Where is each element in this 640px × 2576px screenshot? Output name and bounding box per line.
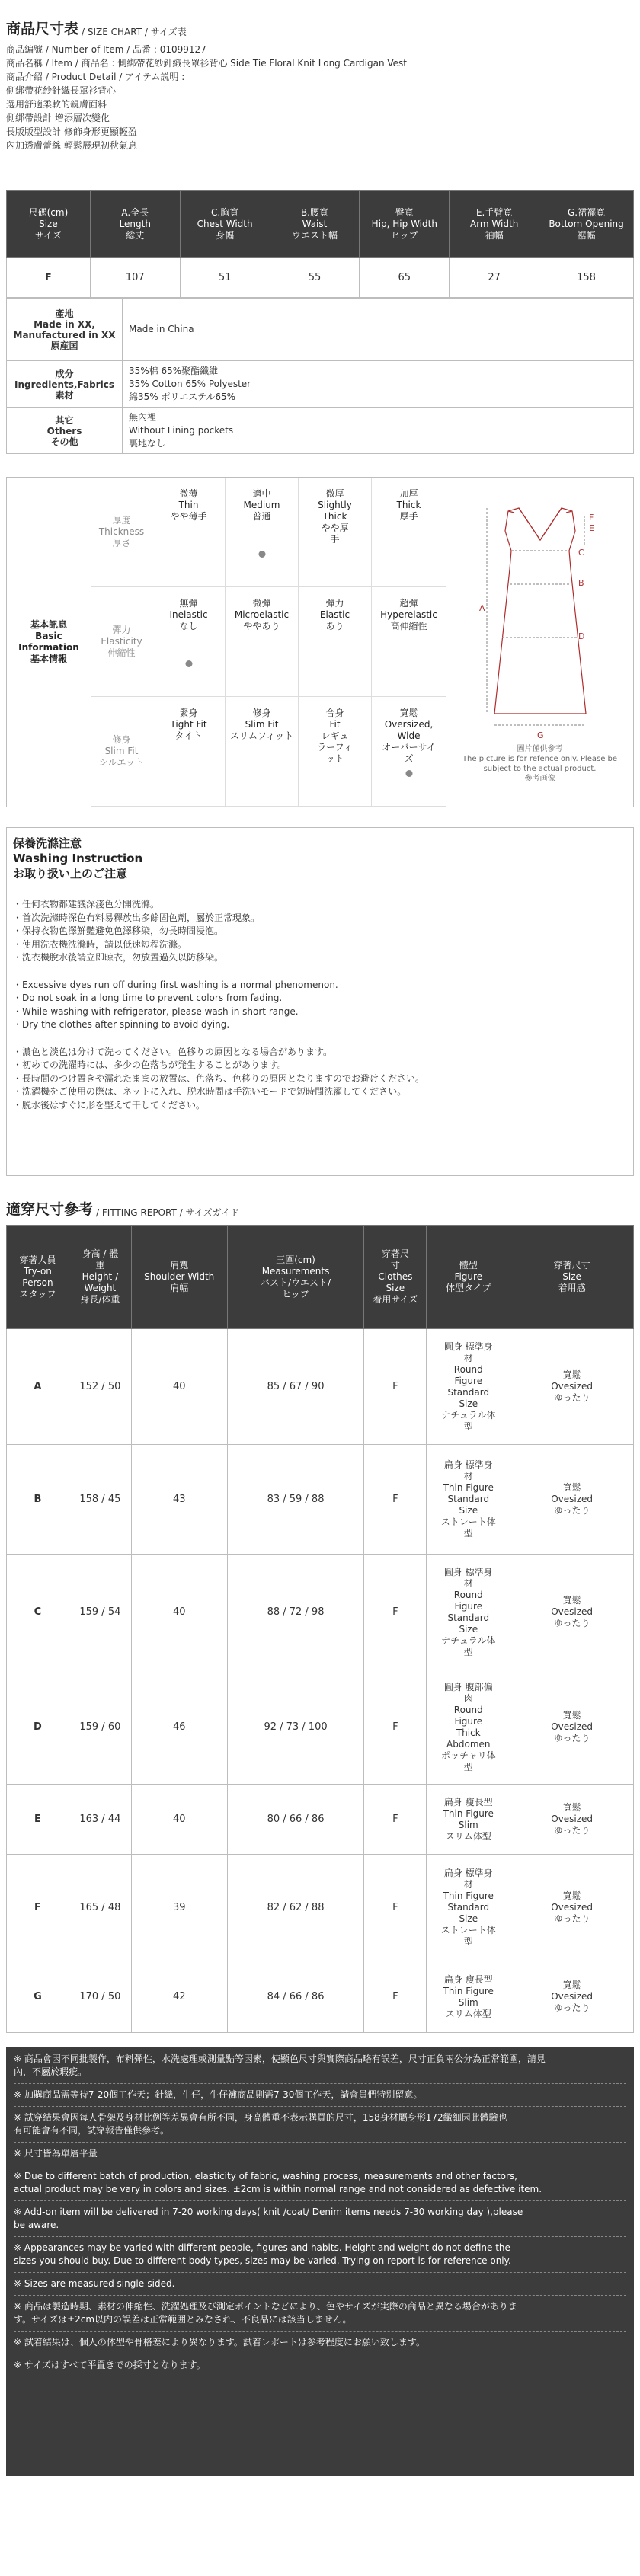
note-line: be aware. — [14, 2220, 59, 2230]
note-line: ※ Due to different batch of production, elasticity of fabric, washing process, measurements and other factors, — [14, 2171, 517, 2181]
size-table-cell: 51 — [180, 258, 270, 298]
fitting-table-cell: 88 / 72 / 98 — [227, 1555, 364, 1670]
note-separator — [14, 2142, 626, 2143]
fitting-table-cell: 80 / 66 / 86 — [227, 1785, 364, 1855]
info-line: 側綁帶設計 增添層次變化 — [6, 113, 110, 123]
fitting-table-cell: 圓身 標準身 材 Round Figure Standard Size ナチュラル体 型 — [427, 1555, 510, 1670]
size-table-header: A.全長 Length 総丈 — [90, 191, 180, 258]
diagram-letter: G — [536, 730, 544, 740]
washing-line: ・While washing with refrigerator, please wash in short range. — [13, 1005, 299, 1017]
basic-info-option: 適中 Medium 普通 — [225, 478, 298, 587]
washing-gap — [13, 1032, 627, 1046]
fitting-table-cell: 163 / 44 — [69, 1785, 131, 1855]
fitting-table-cell: 170 / 50 — [69, 1961, 131, 2033]
fitting-table-cell: 82 / 62 / 88 — [227, 1855, 364, 1961]
basic-info-option: 超彈 Hyperelastic 高伸縮性 — [371, 587, 446, 697]
info-line: 長版版型設計 修飾身形更顯輕盈 — [6, 126, 137, 137]
fitting-table-cell: 扁身 標準身 材 Thin Figure Standard Size ストレート体 型 — [427, 1445, 510, 1555]
washing-instructions — [6, 827, 634, 1176]
washing-title-jp: お取り扱い上のご注意 — [13, 867, 128, 881]
fitting-table-cell: G — [7, 1961, 69, 2033]
fitting-table-cell: 39 — [131, 1855, 227, 1961]
diagram-letter: B — [578, 578, 584, 588]
note-line: ※ 加購商品需等待7-20個工作天；針織，牛仔，牛仔褲商品則需7-30個工作天，請會員們特別留意。 — [14, 2089, 423, 2100]
note-separator — [14, 2236, 626, 2237]
info-line: 選用舒適柔軟的親膚面料 — [6, 99, 107, 110]
fitting-table-header: 三圍(cm) Measurements バスト/ウエスト/ ヒップ — [227, 1226, 364, 1329]
fitting-table-cell: 159 / 54 — [69, 1555, 131, 1670]
fitting-table-cell: 寬鬆 Ovesized ゆったり — [510, 1855, 634, 1961]
fitting-table-header: 肩寬 Shoulder Width 肩幅 — [131, 1226, 227, 1329]
fitting-table-row — [7, 1555, 634, 1670]
fitting-table-header: 身高 / 體 重 Height / Weight 身長/体重 — [69, 1226, 131, 1329]
washing-line: ・初めての洗濯時には、多少の色落ちが発生することがあります。 — [13, 1059, 287, 1070]
material-value: 35%棉 65%聚酯纖維 35% Cotton 65% Polyester 綿35% ポリエステル65% — [123, 361, 634, 408]
fitting-table-cell: 扁身 標準身 材 Thin Figure Standard Size ストレート体 型 — [427, 1855, 510, 1961]
garment-diagram — [446, 478, 633, 807]
fitting-table-header: 體型 Figure 体型タイプ — [427, 1226, 510, 1329]
washing-line: ・任何衣物都建議深淺色分開洗滌。 — [13, 899, 160, 909]
fitting-table-cell: 寬鬆 Ovesized ゆったり — [510, 1670, 634, 1785]
fitting-table-cell: 158 / 45 — [69, 1445, 131, 1555]
basic-info-option: 修身 Slim Fit スリムフィット — [225, 697, 298, 807]
note-separator — [14, 2295, 626, 2296]
fitting-table-row — [7, 1785, 634, 1855]
note-line: 有可能會有不同，試穿報告僅供參考。 — [14, 2125, 170, 2136]
note-line: ※ Sizes are measured single-sided. — [14, 2278, 175, 2289]
fitting-table-cell: B — [7, 1445, 69, 1555]
size-table-cell: 158 — [539, 258, 634, 298]
note-separator — [14, 2272, 626, 2273]
size-table-cell: 27 — [450, 258, 539, 298]
notes-panel — [6, 2047, 634, 2476]
note-line: ※ 尺寸皆為單層平量 — [14, 2148, 98, 2159]
washing-title-en: Washing Instruction — [13, 852, 143, 865]
size-table-header: G.裙襬寬 Bottom Opening 裾幅 — [539, 191, 634, 258]
fitting-table-cell: 圓身 腹部偏 肉 Round Figure Thick Abdomen ポッチャリ体 型 — [427, 1670, 510, 1785]
fitting-table-cell: 40 — [131, 1555, 227, 1670]
note-line: す。サイズは±2cm以内の誤差は正常範囲とみなされ、不良品には該当しません。 — [14, 2314, 352, 2325]
washing-line: ・濃色と淡色は分けて洗ってください。色移りの原因となる場合があります。 — [13, 1046, 333, 1057]
size-table-header: 臀寬 Hip, Hip Width ヒップ — [360, 191, 450, 258]
fitting-table-cell: 152 / 50 — [69, 1329, 131, 1445]
washing-line: ・長時間のつけ置きや濡れたままの放置は、色落ち、色移りの原因となりますのでお避けください。 — [13, 1072, 425, 1084]
materials-table — [6, 298, 634, 454]
note-line: 內，不屬於瑕疵。 — [14, 2066, 88, 2077]
size-chart-title: 商品尺寸表 — [6, 21, 79, 37]
fitting-table — [6, 1225, 634, 2033]
washing-line: ・脱水後はすぐに形を整えて干してください。 — [13, 1099, 206, 1111]
fitting-table-row — [7, 1961, 634, 2033]
dress-diagram-icon — [464, 485, 616, 744]
diagram-letter: C — [578, 548, 584, 558]
basic-info-option: 微厚 Slightly Thick やや厚 手 — [298, 478, 371, 587]
note-line: ※ 試穿結果會因每人骨架及身材比例等差異會有所不同，身高體重不表示購買的尺寸，158身材屬身形172纖細因此體驗也 — [14, 2112, 507, 2123]
fitting-table-cell: 43 — [131, 1445, 227, 1555]
note-separator — [14, 2200, 626, 2201]
info-line: 商品名稱 / Item / 商品名 : 側綁帶花紗針織長罩衫背心 Side Tie Floral Knit Long Cardigan Vest — [6, 58, 408, 69]
info-line: 商品介紹 / Product Detail / アイテム説明 : — [6, 72, 185, 82]
fitting-table-cell: F — [364, 1855, 427, 1961]
fitting-table-cell: 寬鬆 Ovesized ゆったり — [510, 1785, 634, 1855]
fitting-table-cell: 扁身 瘦長型 Thin Figure Slim スリム体型 — [427, 1961, 510, 2033]
note-line: ※ Add-on item will be delivered in 7-20 working days( knit /coat/ Denim items needs 7-30 working day ),please — [14, 2207, 523, 2217]
size-table-header: E.手臂寬 Arm Width 袖幅 — [450, 191, 539, 258]
washing-line: ・保持衣物色澤鮮豔避免色澤移染，勿長時間浸泡。 — [13, 925, 224, 936]
note-separator — [14, 2083, 626, 2084]
material-label: 成分 Ingredients,Fabrics 素材 — [7, 361, 123, 408]
washing-line: ・Dry the clothes after spinning to avoid dying. — [13, 1019, 230, 1030]
washing-gap — [13, 965, 627, 979]
washing-line: ・使用洗衣機洗滌時，請以低速短程洗滌。 — [13, 938, 187, 950]
product-info — [0, 38, 640, 190]
fitting-table-cell: 84 / 66 / 86 — [227, 1961, 364, 2033]
fitting-table-cell: E — [7, 1785, 69, 1855]
fitting-table-cell: A — [7, 1329, 69, 1445]
note-line: ※ 商品會因不同批製作，布料彈性，水洗處理或測量點等因素，使顯色尺寸與實際商品略有誤差，尺寸正負兩公分為正常範圍，請見 — [14, 2053, 546, 2064]
note-line: sizes you should buy. Due to different body types, sizes may be varied. Trying on report is for reference only. — [14, 2255, 511, 2266]
basic-info-row-head: 彈力 Elasticity 伸縮性 — [91, 587, 152, 697]
fitting-table-row — [7, 1329, 634, 1445]
fitting-table-cell: F — [364, 1445, 427, 1555]
fitting-table-cell: F — [364, 1961, 427, 2033]
fitting-table-cell: 寬鬆 Ovesized ゆったり — [510, 1961, 634, 2033]
diagram-letter: F — [588, 513, 594, 523]
material-value: Made in China — [123, 299, 634, 361]
basic-info-label: 基本訊息 Basic Information 基本情報 — [18, 619, 79, 664]
selected-dot-icon — [185, 660, 192, 667]
fitting-table-cell: 扁身 瘦長型 Thin Figure Slim スリム体型 — [427, 1785, 510, 1855]
size-table-cell: F — [7, 258, 91, 298]
fitting-table-cell: F — [364, 1329, 427, 1445]
info-line: 內加透膚蕾絲 輕鬆展現初秋氣息 — [6, 140, 137, 151]
size-table-cell: 65 — [360, 258, 450, 298]
material-row — [7, 361, 634, 408]
basic-info-option: 彈力 Elastic あり — [298, 587, 371, 697]
selected-dot-icon — [258, 551, 265, 558]
basic-info-panel — [6, 477, 634, 807]
fitting-title-row — [0, 1196, 640, 1219]
fitting-table-cell: 42 — [131, 1961, 227, 2033]
fitting-table-row — [7, 1855, 634, 1961]
size-table-row — [7, 258, 634, 298]
basic-info-option: 微彈 Microelastic ややあり — [225, 587, 298, 697]
fitting-table-cell: 圓身 標準身 材 Round Figure Standard Size ナチュラル体 型 — [427, 1329, 510, 1445]
basic-info-option: 無彈 Inelastic なし — [152, 587, 225, 697]
fitting-table-cell: 83 / 59 / 88 — [227, 1445, 364, 1555]
fitting-table-header: 穿著人員 Try-on Person スタッフ — [7, 1226, 69, 1329]
washing-title: 保養洗滌注意 — [13, 836, 82, 850]
fitting-table-cell: 40 — [131, 1785, 227, 1855]
washing-line: ・Excessive dyes run off during first washing is a normal phenomenon. — [13, 979, 338, 990]
note-line: ※ 商品は製造時期、素材の伸縮性、洗濯処理及び測定ポイントなどにより、色やサイズが実際の商品と異なる場合がありま — [14, 2301, 517, 2312]
fitting-table-cell: 46 — [131, 1670, 227, 1785]
size-table-header: 尺碼(cm) Size サイズ — [7, 191, 91, 258]
fitting-table-cell: 159 / 60 — [69, 1670, 131, 1785]
basic-info-row-head: 修身 Slim Fit シルエット — [91, 697, 152, 807]
material-label: 產地 Made in XX, Manufactured in XX 原産国 — [7, 299, 123, 361]
fitting-table-cell: 寬鬆 Ovesized ゆったり — [510, 1329, 634, 1445]
size-table-header: C.胸寬 Chest Width 身幅 — [180, 191, 270, 258]
basic-info-option: 微薄 Thin やや薄手 — [152, 478, 225, 587]
diagram-caption: 圖片僅供參考 The picture is for refence only. Please be subject to the actual product. 參考画像 — [462, 745, 618, 783]
size-chart-subtitle: / SIZE CHART / サイズ表 — [82, 27, 187, 37]
fitting-table-cell: 85 / 67 / 90 — [227, 1329, 364, 1445]
fitting-table-cell: 寬鬆 Ovesized ゆったり — [510, 1555, 634, 1670]
fitting-title: 適穿尺寸參考 — [6, 1201, 94, 1218]
material-row — [7, 408, 634, 454]
material-label: 其它 Others その他 — [7, 408, 123, 454]
fitting-table-cell: C — [7, 1555, 69, 1670]
note-line: ※ 試着結果は、個人の体型や骨格差により異なります。試着レポートは参考程度にお願い致します。 — [14, 2337, 425, 2347]
basic-info-option: 緊身 Tight Fit タイト — [152, 697, 225, 807]
info-line: 側綁帶花紗針織長罩衫背心 — [6, 85, 117, 96]
fitting-table-cell: 92 / 73 / 100 — [227, 1670, 364, 1785]
size-table — [6, 190, 634, 298]
basic-info-option: 合身 Fit レギュ ラーフィ ット — [298, 697, 371, 807]
fitting-table-cell: 165 / 48 — [69, 1855, 131, 1961]
washing-line: ・首次洗滌時深色布料易釋放出多餘固色劑，屬於正常現象。 — [13, 912, 261, 923]
note-separator — [14, 2106, 626, 2107]
material-value: 無內裡 Without Lining pockets 裏地なし — [123, 408, 634, 454]
fitting-table-cell: 寬鬆 Ovesized ゆったり — [510, 1445, 634, 1555]
size-table-cell: 55 — [270, 258, 360, 298]
note-line: ※ Appearances may be varied with different people, figures and habits. Height and weight do not define the — [14, 2242, 510, 2253]
info-line: 商品編號 / Number of Item / 品番 : 01099127 — [6, 44, 206, 55]
fitting-table-cell: F — [364, 1670, 427, 1785]
size-table-cell: 107 — [90, 258, 180, 298]
washing-line: ・Do not soak in a long time to prevent colors from fading. — [13, 992, 283, 1003]
fitting-table-row — [7, 1445, 634, 1555]
basic-info-grid — [91, 478, 446, 807]
fitting-table-cell: F — [364, 1785, 427, 1855]
fitting-table-row — [7, 1670, 634, 1785]
note-line: ※ サイズはすべて平置きでの採寸となります。 — [14, 2360, 206, 2370]
basic-info-option: 寬鬆 Oversized, Wide オーバーサイ ズ — [371, 697, 446, 807]
diagram-letter: D — [578, 631, 584, 641]
note-line: actual product may be vary in colors and sizes. ±2cm is within normal range and not considered as defective item. — [14, 2184, 542, 2194]
washing-line: ・洗衣機脫水後請立即晾衣，勿放置過久以防移染。 — [13, 952, 224, 963]
basic-info-row-head: 厚度 Thickness 厚さ — [91, 478, 152, 587]
selected-dot-icon — [405, 770, 412, 777]
diagram-letter: A — [478, 603, 485, 613]
fitting-table-cell: 40 — [131, 1329, 227, 1445]
fitting-table-cell: F — [364, 1555, 427, 1670]
diagram-letter: E — [588, 523, 594, 533]
note-separator — [14, 2331, 626, 2332]
size-table-header: B.腰寬 Waist ウエスト幅 — [270, 191, 360, 258]
fitting-table-header: 穿著尺 寸 Clothes Size 着用サイズ — [364, 1226, 427, 1329]
fitting-table-cell: D — [7, 1670, 69, 1785]
fitting-subtitle: / FITTING REPORT / サイズガイド — [96, 1207, 240, 1218]
size-chart-title-row — [0, 0, 640, 38]
basic-info-option: 加厚 Thick 厚手 — [371, 478, 446, 587]
fitting-table-header: 穿著尺寸 Size 着用感 — [510, 1226, 634, 1329]
fitting-table-cell: F — [7, 1855, 69, 1961]
washing-line: ・洗濯機をご使用の際は、ネットに入れ、脱水時間は手洗いモードで短時間洗濯してください。 — [13, 1086, 407, 1097]
material-row — [7, 299, 634, 361]
